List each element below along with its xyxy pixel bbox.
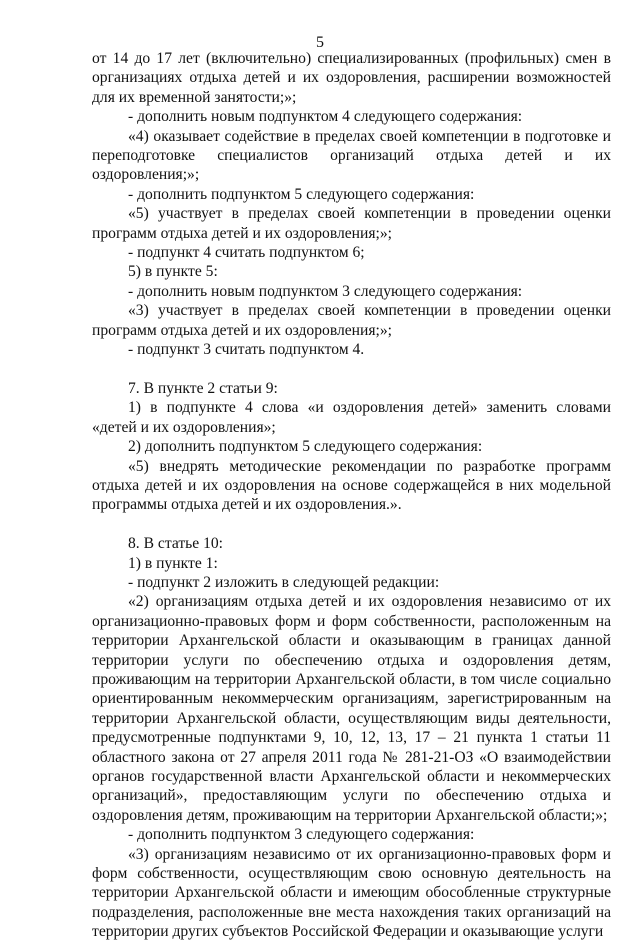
paragraph: 1) в подпункте 4 слова «и оздоровления детей» заменить словами «детей и их оздоровления»; bbox=[92, 399, 611, 436]
paragraph: - дополнить подпунктом 5 следующего содержания: bbox=[128, 185, 475, 203]
paragraph: - подпункт 2 изложить в следующей редакции: bbox=[128, 573, 440, 591]
paragraph: «4) оказывает содействие в пределах своей компетенции в подготовке и переподготовке специалистов организаций отдыха детей и их оздоровления;»; bbox=[92, 127, 611, 184]
paragraph: - подпункт 3 считать подпунктом 4. bbox=[128, 341, 365, 359]
paragraph: - дополнить новым подпунктом 3 следующего содержания: bbox=[128, 282, 523, 300]
paragraph: 7. В пункте 2 статьи 9: bbox=[128, 379, 278, 397]
paragraph: - дополнить новым подпунктом 4 следующего содержания: bbox=[128, 108, 523, 126]
paragraph: - подпункт 4 считать подпунктом 6; bbox=[128, 244, 365, 262]
blank-line bbox=[92, 515, 611, 534]
document-body bbox=[92, 49, 611, 942]
paragraph: 2) дополнить подпунктом 5 следующего содержания: bbox=[128, 438, 483, 456]
paragraph: 5) в пункте 5: bbox=[128, 263, 218, 281]
paragraph: 8. В статье 10: bbox=[128, 535, 224, 553]
paragraph: «3) организациям независимо от их организационно-правовых форм и форм собственности, осуществляющим свою основную деятельность на территории Архангельской области и имеющим обособленные структурные подразделения, расположенные вне места нахождения таких организаций на территории других субъектов Российской Федерации и оказывающие услуги bbox=[92, 845, 611, 941]
paragraph: от 14 до 17 лет (включительно) специализированных (профильных) смен в организациях отдыха детей и их оздоровления, расширении возможностей для их временной занятости;»; bbox=[92, 50, 611, 106]
paragraph: «5) участвует в пределах своей компетенции в проведении оценки программ отдыха детей и их оздоровления;»; bbox=[92, 205, 611, 242]
paragraph: - дополнить подпунктом 3 следующего содержания: bbox=[128, 826, 475, 844]
paragraph: «2) организациям отдыха детей и их оздоровления независимо от их организационно-правовых форм и форм собственности, расположенным на территории Архангельской области и оказывающим в границах данной территории услуги по обеспечению отдыха и оздоровления детям, проживающим на территории Архангельской области, в том числе социально ориентированным некоммерческим организациям, зарегистрированным на территории Архангельской области, осуществляющим виды деятельности, предусмотренные подпунктами 9, 10, 12, 13, 17 – 21 пункта 1 статьи 11 областного закона от 27 апреля 2011 года № 281-21-ОЗ «О взаимодействии органов государственной власти Архангельской области и некоммерческих организаций», предоставляющим услуги по обеспечению отдыха и оздоровления детям, проживающим на территории Архангельской области;»; bbox=[92, 593, 611, 824]
page-number: 5 bbox=[316, 34, 324, 51]
blank-line bbox=[92, 360, 611, 379]
paragraph: 1) в пункте 1: bbox=[128, 554, 218, 572]
paragraph: «5) внедрять методические рекомендации по разработке программ отдыха детей и их оздоровления на основе содержащейся в них модельной программы отдыха детей и их оздоровления.». bbox=[92, 457, 611, 514]
paragraph: «3) участвует в пределах своей компетенции в проведении оценки программ отдыха детей и их оздоровления;»; bbox=[92, 302, 611, 339]
